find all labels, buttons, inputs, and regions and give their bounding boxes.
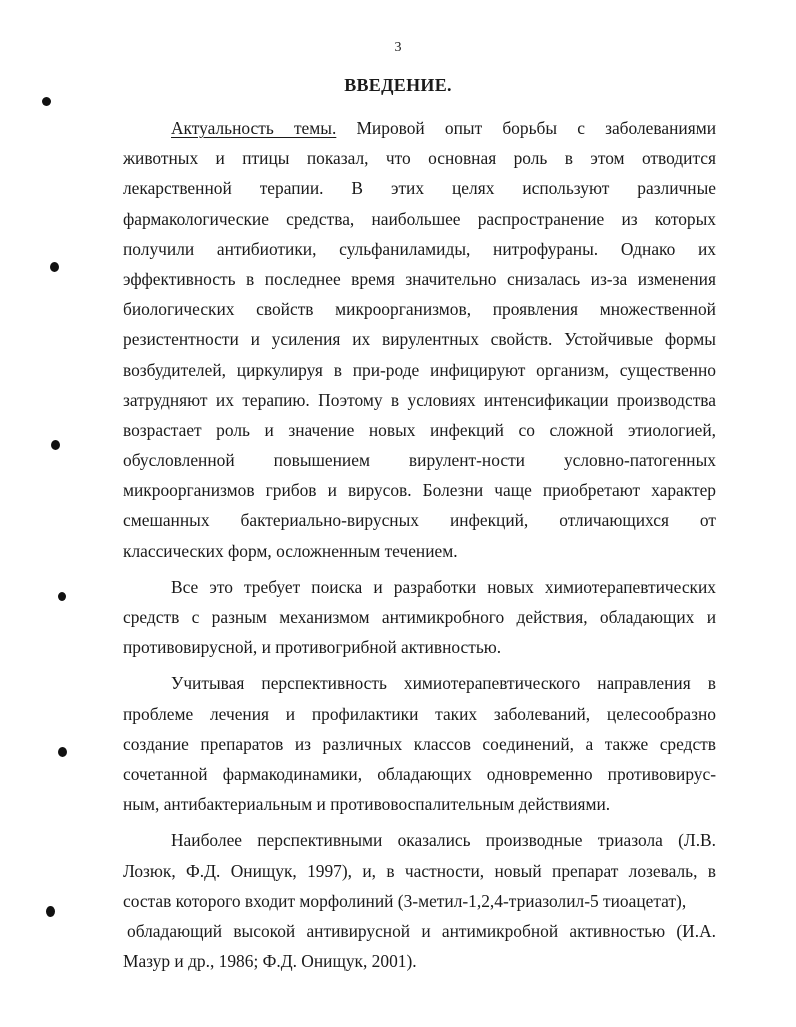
paragraph-line: затрудняют их терапию. Поэтому в условиях интенсификации производства <box>123 389 716 410</box>
paragraph-line: возбудителей, циркулируя в при-роде инфицируют организм, существенно <box>123 359 716 380</box>
paragraph-line: обусловленной повышением вирулент-ности условно-патогенных <box>123 450 716 471</box>
paragraph-line: сочетанной фармакодинамики, обладающих одновременно противовирус- <box>123 763 716 784</box>
document-body <box>123 113 716 976</box>
paragraph-line: резистентности и усиления их вирулентных свойств. Устойчивые формы <box>123 329 716 350</box>
paragraph-relevance <box>123 113 716 566</box>
paragraph-perspective <box>123 668 716 819</box>
paragraph-line: средств с разным механизмом антимикробного действия, обладающих и <box>123 607 716 627</box>
paragraph-line: фармакологические средства, наибольшее распространение из которых <box>123 208 716 229</box>
paragraph-line: получили антибиотики, сульфаниламиды, нитрофураны. Однако их <box>123 238 716 259</box>
paragraph-line: обладающий высокой антивирусной и антимикробной активностью (И.А. <box>127 920 716 941</box>
page-title: ВВЕДЕНИЕ. <box>344 75 452 95</box>
paragraph-line: создание препаратов из различных классов соединений, а также средств <box>123 733 716 754</box>
binding-hole-5 <box>58 747 67 757</box>
paragraph-line: ным, антибактериальным и противовоспалительным действиями. <box>123 794 611 815</box>
page-number: 3 <box>394 40 402 55</box>
paragraph-line: противовирусной, и противогрибной активностью. <box>123 637 502 658</box>
paragraph-line: возрастает роль и значение новых инфекций со сложной этиологией, <box>123 419 716 440</box>
paragraph-triazole <box>123 825 716 976</box>
relevance-heading: Актуальность темы. <box>171 118 337 138</box>
binding-hole-3 <box>51 440 60 450</box>
paragraph-line: Учитывая перспективность химиотерапевтического направления в <box>171 673 716 694</box>
paragraph-line: Наиболее перспективными оказались производные триазола (Л.В. <box>171 830 716 851</box>
paragraph-line: состав которого входит морфолиний (3-метил-1,2,4-триазолил-5 тиоацетат), <box>123 890 687 911</box>
paragraph-line: биологических свойств микроорганизмов, проявления множественной <box>123 299 716 320</box>
paragraph-line: животных и птицы показал, что основная роль в этом отводится <box>123 148 716 169</box>
paragraph-line: классических форм, осложненным течением. <box>123 540 458 561</box>
paragraph-line: проблеме лечения и профилактики таких заболеваний, целесообразно <box>123 703 716 724</box>
paragraph-line: Все это требует поиска и разработки новых химиотерапевтических <box>171 576 716 597</box>
binding-hole-4 <box>58 592 66 601</box>
binding-hole-6 <box>46 906 55 917</box>
paragraph-line: лекарственной терапии. В этих целях используют различные <box>123 178 716 199</box>
paragraph-line: микроорганизмов грибов и вирусов. Болезни чаще приобретают характер <box>123 480 716 501</box>
paragraph-line: Лозюк, Ф.Д. Онищук, 1997), и, в частности, новый препарат лозеваль, в <box>123 860 716 881</box>
paragraph-line: смешанных бактериально-вирусных инфекций, отличающихся от <box>123 510 716 531</box>
binding-hole-2 <box>50 262 59 272</box>
paragraph-line: Мазур и др., 1986; Ф.Д. Онищук, 2001). <box>123 951 417 972</box>
paragraph-need <box>123 572 716 663</box>
paragraph-line: эффективность в последнее время значительно снизалась из-за изменения <box>123 268 716 289</box>
paragraph-line: Актуальность темы. Мировой опыт борьбы с заболеваниями <box>171 118 716 138</box>
binding-hole-1 <box>42 97 51 106</box>
